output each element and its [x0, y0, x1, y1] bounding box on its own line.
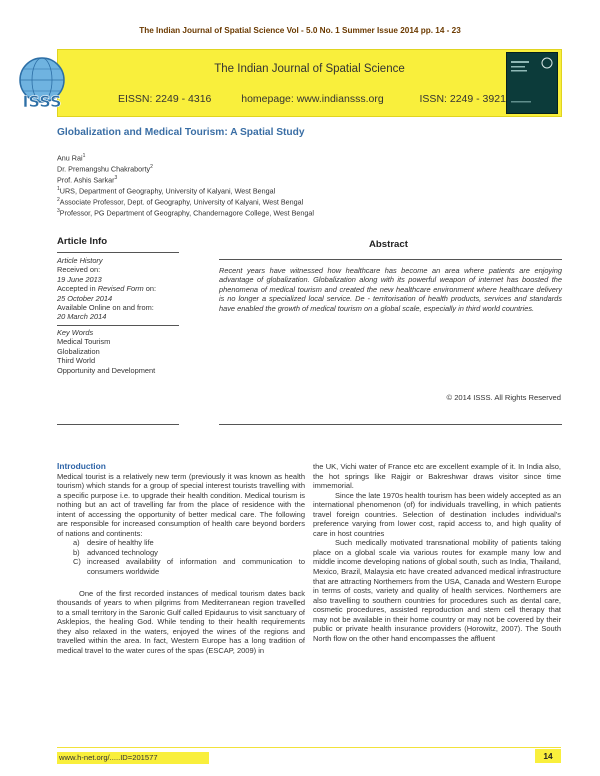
right-paragraph-2: Since the late 1970s health tourism has been widely accepted as an international phenomenon (of) for individuals travelling, in which patients travel foreign countries. Selection of destination includes individual's preference varying from lower cost, rapid access to, and high quality of care in host countries — [313, 490, 561, 538]
issn-label: ISSN: 2249 - 3921 — [419, 93, 506, 105]
list-item: b) advanced technology — [73, 547, 158, 557]
footer-rule — [57, 747, 561, 748]
received-date: 19 June 2013 — [57, 274, 102, 284]
list-item: a) desire of healthy life — [73, 538, 154, 548]
info-bottom-rule — [57, 424, 179, 425]
right-paragraph-1: the UK, Vichi water of France etc are excellent example of it. In India also, the hot springs like Rajgir or Bakreshwar draws visitor since time immemorial. — [313, 462, 561, 491]
affiliation-2: $^2$Associate Professor, Dept. of Geography, University of Kalyani, West Bengal — [57, 196, 304, 207]
keyword-3: Third World — [57, 356, 96, 366]
available-label: Available Online on and from: — [57, 303, 154, 313]
abstract-heading: Abstract — [369, 239, 408, 250]
copyright: © 2014 ISSS. All Rights Reserved — [446, 393, 561, 402]
logo-text: ISSS — [22, 92, 62, 111]
intro-paragraph-2: One of the first recorded instances of medical tourism dates back thousands of years to when pilgrims from Mediterranean region travelled to a small territory in the Saronic Gulf called Epidaurus to visit sanctuary of Asklepios, the healing God. While tending to their health requirements they also relaxed in the waters, enjoyed the wines of the regions and travelled within the area. In fact, Western Europe has a long tradition of medical travel to the water cures of the spas (ESCAP, 2009) in — [57, 588, 305, 655]
author-block — [57, 152, 314, 218]
history-label: Article History — [57, 256, 103, 265]
abstract-text: Recent years have witnessed how healthcare has become an area where patients are enjoying advantage of globalization. Globalization along with its powerful weapon of internet has boosted the phenomena of medical tourism and created the new healthcare environment where healthcare delivery is no longer a specialized local service. De - territorisation of health products, services and standards have enabled the growth of medical tourism on a global scale, especially in third world countries. — [219, 266, 562, 313]
keyword-2: Globalization — [57, 346, 100, 356]
affiliation-1: $^1$URS, Department of Geography, University of Kalyani, West Bengal — [57, 185, 276, 196]
intro-paragraph-1: Medical tourist is a relatively new term (previously it was known as health tourism) which stands for a group of special interest tourists travelling with a specific purpose i.e. to upgrade their health condition. Medical tourism is nothing but an act of travelling far from the place of residence with the intent of accessing the opportunity of better medical care. The following are responsible for increased consumption of health care beyond borders of nations and continents: — [57, 471, 305, 538]
isss-logo — [16, 54, 68, 114]
page-number: 14 — [535, 749, 561, 763]
keyword-4: Opportunity and Development — [57, 365, 156, 375]
list-item: C) increased availability of information and communication to consumers worldwide — [73, 557, 305, 577]
footer-url-link[interactable]: www.h-net.org/.....ID=201577 — [57, 752, 209, 764]
keywords-rule — [57, 325, 179, 326]
available-date: 20 March 2014 — [57, 312, 107, 322]
accepted-label: Accepted in Revised Form on: — [57, 284, 157, 294]
author-2: Dr. Premangshu Chakraborty$^2$ — [57, 163, 153, 174]
received-label: Received on: — [57, 265, 101, 275]
banner-title: The Indian Journal of Spatial Science — [214, 63, 405, 75]
left-column — [57, 462, 305, 655]
abstract-bottom-rule — [219, 424, 562, 425]
right-paragraph-3: Such medically motivated transnational mobility of patients taking place on a global scale via various routes for example many low and middle income developing nations of global south, such as India, Thailand, Mexico, Brazil, Malaysia etc have created advanced medical infrastructure that are attracting Northemers from the USA, Canada and Western Europe in terms of costs, variety and quality of health services. Northemers are also travelling to southern countries for procedures such as dental care, cosmetic procedures, assisted reproduction and stem cell therapy that may not be available in their home country or may not be covered by their public or private health insurance providers (Horowitz, 2007). The South North flow on the other hand encompasses the affluent — [313, 538, 561, 643]
introduction-heading: Introduction — [57, 461, 106, 471]
keywords-block — [57, 328, 179, 375]
author-1: Anu Rai$^1$ — [57, 153, 86, 163]
affiliation-3: $^3$Professor, PG Department of Geography, Chandernagore College, West Bengal — [57, 207, 315, 218]
journal-banner — [57, 49, 562, 117]
article-history — [57, 256, 179, 322]
homepage-link[interactable]: homepage: www.indiansss.org — [241, 93, 384, 105]
journal-cover-thumbnail — [506, 52, 558, 114]
author-3: Prof. Ashis Sarkar$^3$ — [57, 174, 118, 185]
keyword-1: Medical Tourism — [57, 337, 111, 347]
article-info-heading: Article Info — [57, 236, 108, 247]
article-info-rule — [57, 252, 179, 253]
eissn-label: EISSN: 2249 - 4316 — [118, 93, 212, 105]
abstract-top-rule — [219, 259, 562, 260]
journal-issue-line: The Indian Journal of Spatial Science Vol - 5.0 No. 1 Summer Issue 2014 pp. 14 - 23 — [139, 26, 461, 35]
right-column — [313, 462, 561, 643]
accepted-date: 25 October 2014 — [57, 293, 113, 303]
paper-title: Globalization and Medical Tourism: A Spatial Study — [57, 127, 305, 138]
keywords-label: Key Words — [57, 328, 94, 337]
banner-identifiers — [118, 93, 506, 105]
